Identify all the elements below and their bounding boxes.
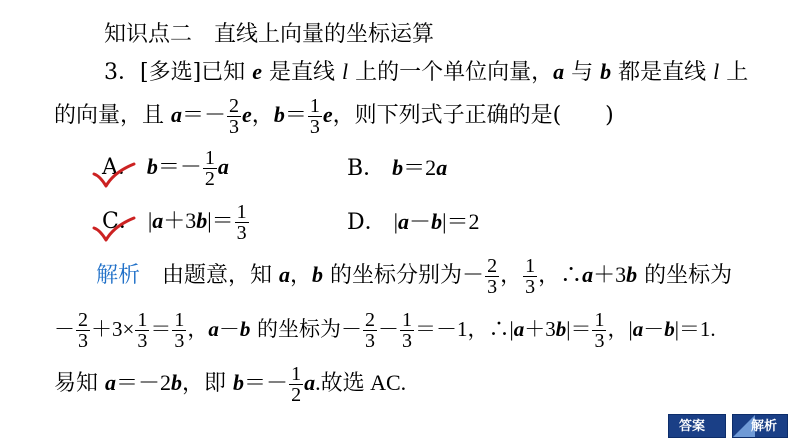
fraction: $\frac{2}{3}$: [487, 254, 498, 298]
question-line-1: 3．[多选]已知 e 是直线 l 上的一个单位向量，a 与 b 都是直线 l 上: [104, 59, 749, 85]
solution-label: 解析: [96, 263, 141, 288]
fraction: $\frac{1}{2}$: [291, 362, 302, 406]
fraction: $\frac{1}{3}$: [309, 94, 320, 138]
fraction: $\frac{2}{3}$: [229, 94, 240, 138]
check-mark-icon-c: [92, 216, 136, 244]
option-d[interactable]: D． |a－b|＝2: [347, 209, 480, 235]
fraction: $\frac{1}{3}$: [137, 309, 148, 352]
analysis-button[interactable]: 解析: [732, 414, 788, 438]
fraction: $\frac{1}{3}$: [402, 309, 413, 352]
option-b[interactable]: B． b＝2a: [347, 155, 448, 181]
fraction: $\frac{2}{3}$: [78, 309, 88, 352]
fraction: $\frac{1}{3}$: [174, 309, 185, 352]
option-c[interactable]: C． |a＋3b|＝ $\frac{1}{3}$: [102, 200, 247, 244]
fraction: $\frac{1}{3}$: [236, 200, 247, 244]
solution-line-1: 解析 由题意，知 a，b 的坐标分别为－ $\frac{2}{3}$ ， $\frac{1}{3}$ ，∴a＋3b 的坐标为: [96, 254, 733, 298]
option-a[interactable]: A． b＝－ $\frac{1}{2}$ a: [102, 146, 229, 190]
fraction: $\frac{1}{2}$: [204, 146, 215, 190]
answer-button[interactable]: 答案: [668, 414, 726, 438]
solution-line-2: － $\frac{2}{3}$ ＋3× $\frac{1}{3}$ ＝ $\frac{1}{3}$ ，a－b 的坐标为－ $\frac{2}{3}$ － $\frac{1}{3}$ ＝－1，∴|a＋3b|＝ $\frac{1}{3}$ ，|a－b|＝1.: [54, 309, 716, 352]
fraction: $\frac{1}{3}$: [594, 309, 605, 352]
check-mark-icon-a: [92, 162, 136, 190]
solution-line-3: 易知 a＝－2b，即 b＝－ $\frac{1}{2}$ a.故选 AC.: [54, 362, 407, 406]
section-heading: 知识点二 直线上向量的坐标运算: [104, 22, 435, 47]
question-line-2: 的向量，且 a＝－ $\frac{2}{3}$ e，b＝ $\frac{1}{3}$ e，则下列式子正确的是( ): [54, 94, 614, 138]
fraction: $\frac{1}{3}$: [525, 254, 536, 298]
fraction: $\frac{2}{3}$: [365, 309, 376, 352]
